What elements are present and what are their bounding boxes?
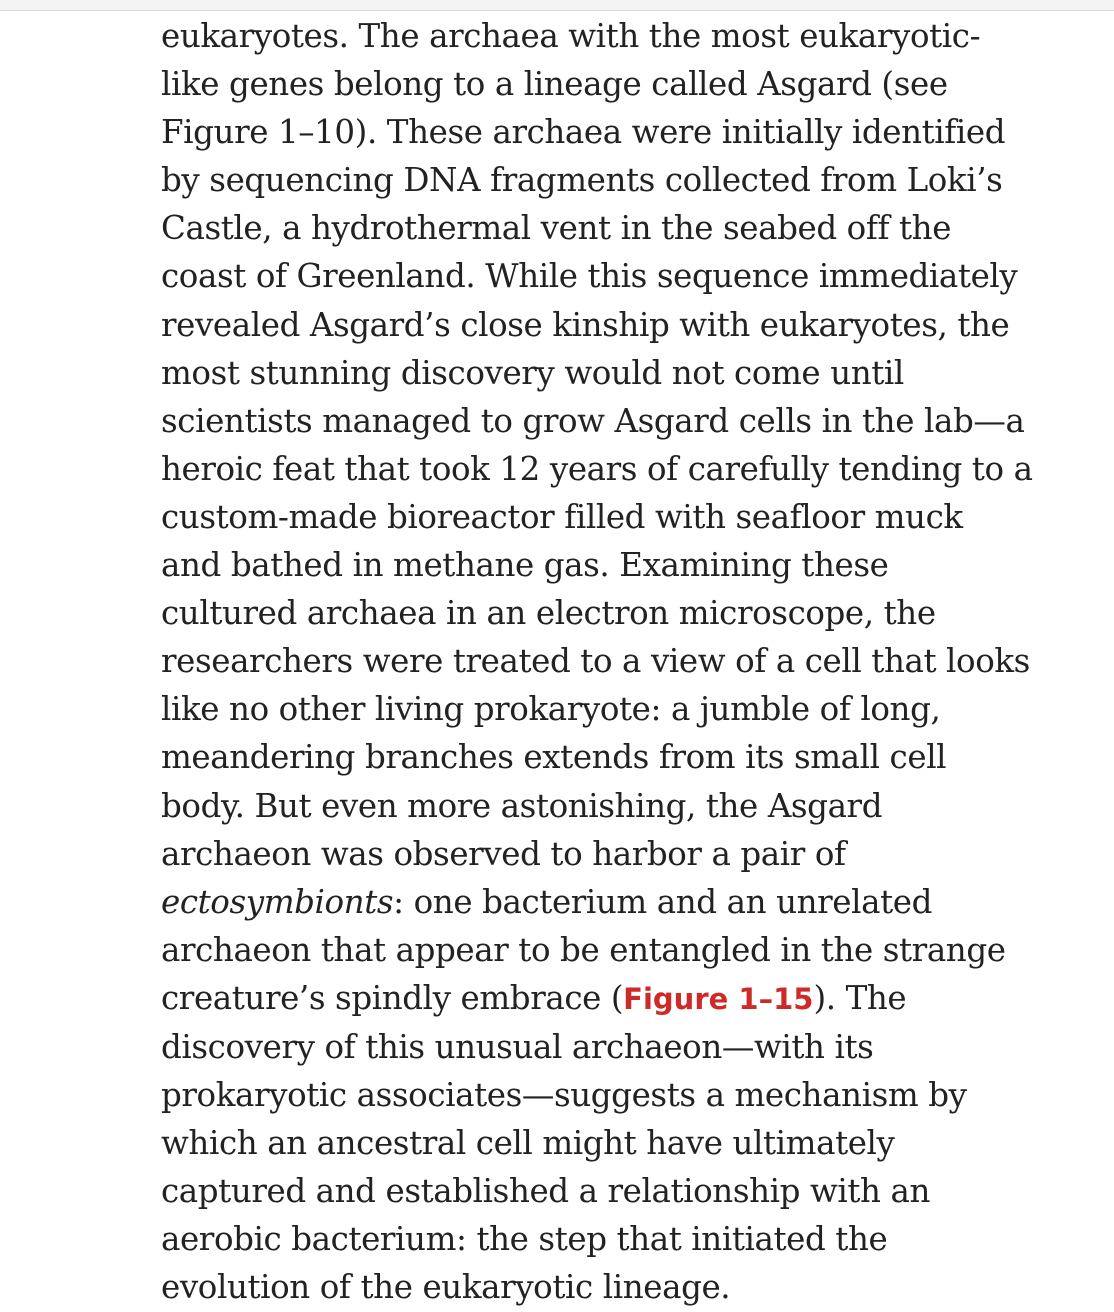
text-line: discovery of this unusual archaeon—with its <box>161 1027 874 1066</box>
paragraph <box>161 12 1041 1312</box>
text-line <box>161 974 1041 1023</box>
text-line: like no other living prokaryote: a jumble of long, <box>161 690 941 729</box>
text-line: revealed Asgard’s close kinship with eukaryotes, the <box>161 305 1010 344</box>
text-line: meandering branches extends from its small cell <box>161 738 947 777</box>
text-line: coast of Greenland. While this sequence immediately <box>161 257 1018 296</box>
text-fragment: ). The <box>813 978 907 1017</box>
italic-term: ectosymbionts <box>161 882 394 921</box>
text-line: archaeon that appear to be entangled in the strange <box>161 930 1006 969</box>
text-line: researchers were treated to a view of a cell that looks <box>161 642 1030 681</box>
text-line: evolution of the eukaryotic lineage. <box>161 1268 731 1307</box>
text-line: most stunning discovery would not come until <box>161 353 904 392</box>
top-toolbar-edge <box>0 0 1114 11</box>
text-fragment: : one bacterium and an unrelated <box>393 882 932 921</box>
text-line: which an ancestral cell might have ultimately <box>161 1124 895 1163</box>
text-line: Castle, a hydrothermal vent in the seabed off the <box>161 209 952 248</box>
text-line: Figure 1–10). These archaea were initially identified <box>161 113 1006 152</box>
text-line: aerobic bacterium: the step that initiated the <box>161 1220 888 1259</box>
text-line: custom-made bioreactor filled with seafloor muck <box>161 497 963 536</box>
text-line: archaeon was observed to harbor a pair of <box>161 834 846 873</box>
text-line: cultured archaea in an electron microscope, the <box>161 594 936 633</box>
article-body <box>161 12 1041 1312</box>
text-line <box>161 878 1041 926</box>
text-line: captured and established a relationship with an <box>161 1172 931 1211</box>
text-line: prokaryotic associates—suggests a mechanism by <box>161 1076 967 1115</box>
text-line: scientists managed to grow Asgard cells in the lab—a <box>161 401 1025 440</box>
text-fragment: creature’s spindly embrace ( <box>161 978 624 1017</box>
figure-link[interactable]: Figure 1–15 <box>623 981 814 1016</box>
text-line: like genes belong to a lineage called Asgard (see <box>161 65 948 104</box>
text-line: heroic feat that took 12 years of carefully tending to a <box>161 449 1033 488</box>
text-line: body. But even more astonishing, the Asgard <box>161 786 883 825</box>
text-line: and bathed in methane gas. Examining these <box>161 546 889 585</box>
text-line: eukaryotes. The archaea with the most eukaryotic- <box>161 17 981 55</box>
text-line: by sequencing DNA fragments collected from Loki’s <box>161 161 1003 200</box>
